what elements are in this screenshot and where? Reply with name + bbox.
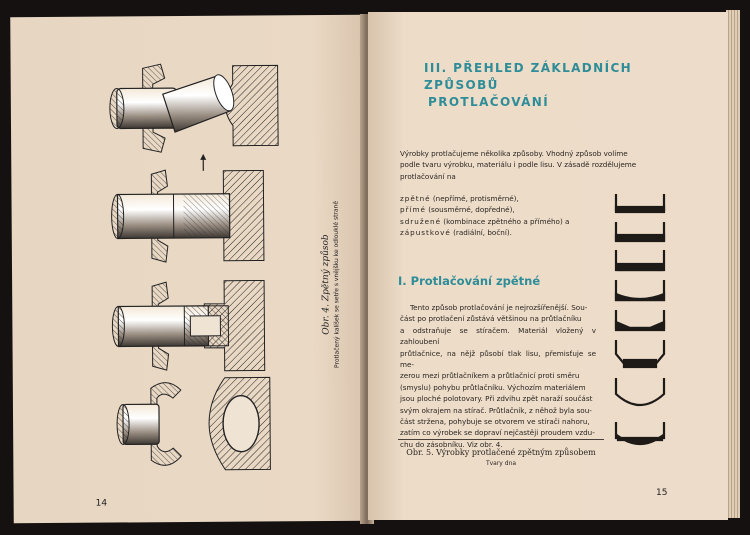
body-line: (smyslu) pohybu průtlačníku. Výchozím materiálem — [400, 382, 586, 392]
method-item — [400, 216, 630, 227]
method-term: zpětné — [400, 194, 431, 203]
section-body — [400, 302, 596, 450]
extruded-products-figure-5 — [610, 190, 670, 460]
left-page — [10, 15, 368, 523]
page-number-left: 14 — [95, 498, 108, 509]
stage-4-diagram — [117, 377, 271, 470]
body-line: část stržena, pohybuje se otvorem ve stírači nahoru, — [400, 417, 590, 427]
method-term: sdružené — [400, 216, 441, 226]
body-line: průtlačnice, na nějž působí tlak lisu, přemisťuje se me- — [400, 348, 596, 370]
body-line: svým okrajem na stírač. Průtlačník, z něhož byla sou- — [400, 405, 592, 415]
body-line: Tento způsob protlačování je nejrozšířenější. Sou- — [410, 303, 588, 312]
figure-5-rule — [398, 439, 604, 440]
method-item — [400, 204, 630, 215]
chapter-heading-line-1: III. PŘEHLED ZÁKLADNÍCH ZPŮSOBŮ — [424, 61, 633, 92]
body-line: zatím co výrobek se dopraví nejčastěji proudem vzdu- — [400, 428, 595, 438]
figure-5-title: Obr. 5. Výrobky protlačené zpětným způsobem — [406, 448, 596, 457]
method-item — [400, 227, 630, 238]
figure-4-title: Obr. 4. Zpětný způsob — [320, 234, 332, 335]
body-line: a odstraňuje se stíračem. Materiál vložený v zahloubení — [400, 325, 596, 347]
methods-list — [400, 193, 630, 239]
page-number-right: 15 — [656, 488, 668, 498]
figure-5-caption — [396, 448, 606, 467]
right-page — [368, 12, 728, 520]
section-heading: I. Protlačování zpětné — [398, 274, 541, 288]
figure-5-subtitle: Tvary dna — [485, 460, 517, 467]
intro-paragraph — [400, 148, 670, 182]
product-shape — [616, 422, 664, 438]
stage-3-diagram — [112, 280, 265, 371]
figure-4-caption — [321, 201, 341, 368]
chapter-heading — [424, 60, 674, 111]
intro-line: Výrobky protlačujeme několika způsoby. Vhodný způsob volíme — [400, 149, 628, 158]
body-line: chu do zásobníku. Viz obr. 4. — [400, 439, 503, 449]
method-item — [400, 193, 630, 204]
figure-4-subtitle: Protlačený kalíšek se setře s vnějšku ke odlouklé straně — [332, 200, 341, 369]
body-line: část po protlačení zůstává většinou na průtlačníku — [400, 314, 582, 324]
body-line: zerou mezi průtlačníkem a průtlačnicí proti směru — [400, 371, 580, 381]
method-desc: (kombinace zpětného a přímého) a — [441, 216, 570, 226]
chapter-heading-line-2: PROTLAČOVÁNÍ — [428, 95, 550, 109]
intro-line: protlačování na — [400, 171, 456, 181]
product-shape — [616, 378, 664, 405]
page-edges — [726, 10, 740, 518]
method-desc: (nepřímé, protisměrné), — [430, 194, 519, 203]
method-term: zápustkové — [400, 228, 451, 238]
stage-1-diagram — [110, 63, 279, 171]
method-desc: (radiální, boční). — [450, 228, 512, 238]
body-line: jsou ploché polotovary. Při zdvihu zpět naraží součást — [400, 394, 593, 404]
extrusion-diagram-figure-4 — [103, 55, 306, 476]
method-term: přímé — [400, 205, 426, 215]
method-desc: (sousměrné, dopředné), — [425, 205, 515, 215]
stage-2-diagram — [111, 169, 264, 262]
intro-line: podle tvaru výrobku, materiálu i podle lisu. V zásadě rozdělujeme — [400, 160, 637, 170]
